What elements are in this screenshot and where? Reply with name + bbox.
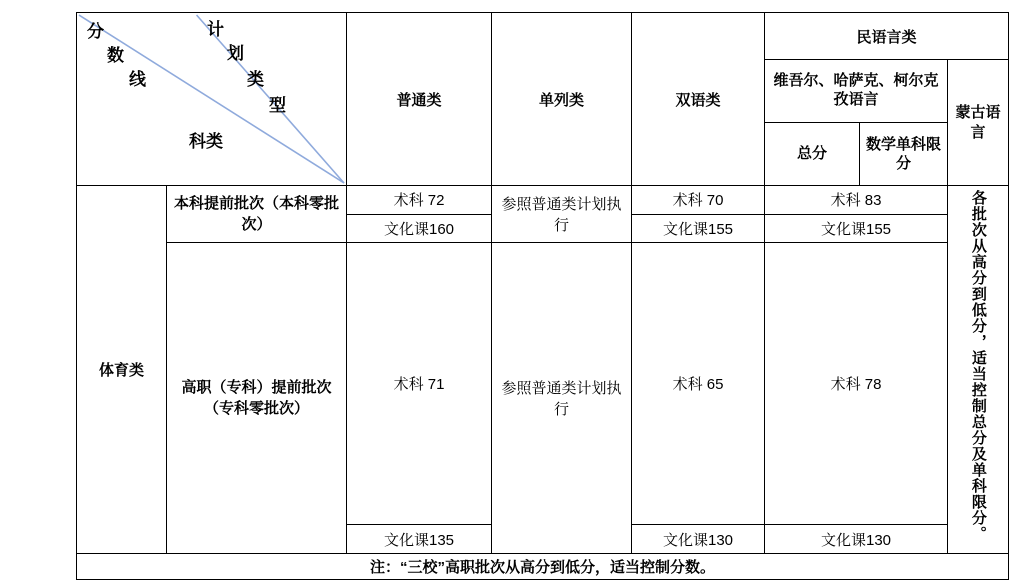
header-common-category: 普通类 — [347, 13, 492, 186]
footer-note-row — [77, 553, 1009, 579]
cell-minority-shuke-1: 术科 83 — [765, 186, 948, 215]
footer-note-text: 注：“三校”高职批次从高分到低分，适当控制分数。 — [77, 553, 1009, 579]
cell-bilingual-shuke-2: 术科 65 — [632, 243, 765, 525]
header-uyghur-total: 总分 — [765, 123, 860, 186]
table-row — [77, 243, 1009, 525]
cell-common-shuke-2: 术科 71 — [347, 243, 492, 525]
header-uyghur-group: 维吾尔、哈萨克、柯尔克孜语言 — [765, 60, 948, 123]
cell-mongolian-note — [948, 186, 1009, 554]
corner-label-line: 线 — [129, 70, 146, 89]
cell-common-wenhua-1: 文化课160 — [347, 214, 492, 243]
cell-minority-wenhua-2: 文化课130 — [765, 525, 948, 554]
cell-single-note-2: 参照普通类计划执行 — [492, 243, 632, 554]
corner-label-type-xing: 型 — [269, 96, 286, 115]
header-mongolian-group: 蒙古语言 — [948, 60, 1009, 186]
header-minority-group: 民语言类 — [765, 13, 1009, 60]
cell-common-shuke-1: 术科 72 — [347, 186, 492, 215]
cell-single-note-1: 参照普通类计划执行 — [492, 186, 632, 243]
cell-bilingual-wenhua-1: 文化课155 — [632, 214, 765, 243]
row-category-sports: 体育类 — [77, 186, 167, 554]
corner-diagonal-box — [77, 13, 346, 185]
header-single-category: 单列类 — [492, 13, 632, 186]
header-row-1 — [77, 13, 1009, 60]
corner-label-number: 数 — [107, 46, 124, 65]
corner-label-type-lei: 类 — [247, 70, 264, 89]
corner-header-cell — [77, 13, 347, 186]
mongolian-note-text: 各批次从高分到低分，适当控制总分及单科限分。 — [969, 190, 987, 542]
cell-bilingual-wenhua-2: 文化课130 — [632, 525, 765, 554]
header-bilingual-category: 双语类 — [632, 13, 765, 186]
row-batch-vocational-early: 高职（专科）提前批次（专科零批次） — [167, 243, 347, 554]
cell-bilingual-shuke-1: 术科 70 — [632, 186, 765, 215]
table-row — [77, 186, 1009, 215]
cell-common-wenhua-2: 文化课135 — [347, 525, 492, 554]
score-line-table — [76, 12, 1009, 580]
header-uyghur-math-limit: 数学单科限分 — [860, 123, 948, 186]
corner-label-score: 分 — [87, 22, 104, 41]
corner-label-hua: 划 — [227, 44, 244, 63]
cell-minority-shuke-2: 术科 78 — [765, 243, 948, 525]
corner-label-subject: 科类 — [189, 132, 223, 151]
corner-label-plan: 计 — [207, 20, 224, 39]
row-batch-undergrad-early: 本科提前批次（本科零批次） — [167, 186, 347, 243]
cell-minority-wenhua-1: 文化课155 — [765, 214, 948, 243]
